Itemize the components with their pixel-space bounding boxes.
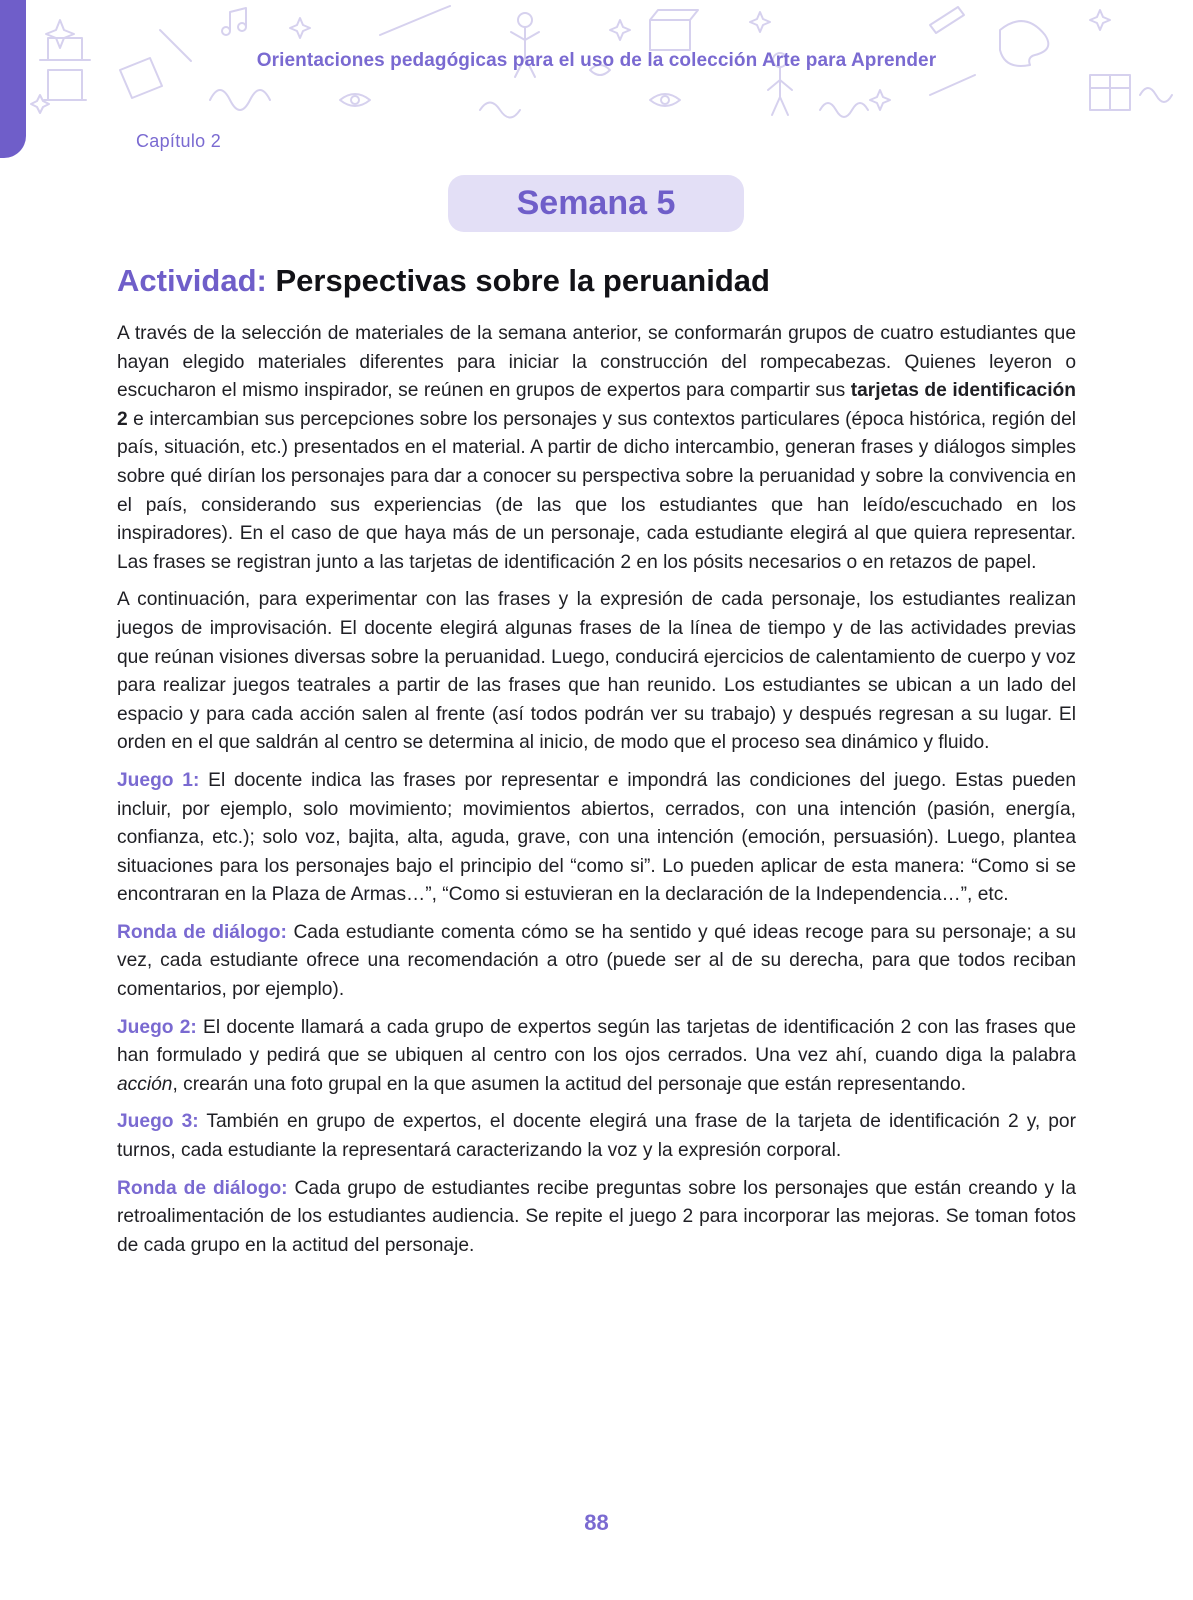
bold-term: tarjetas de identificación 2 [117,380,1076,430]
text-segment: También en grupo de expertos, el docente elegirá una frase de la tarjeta de identificación 2 y, por turnos, cada estudiante la representará caracterizando la voz y la expresión corporal. [117,1111,1076,1162]
chapter-side-tab [0,0,26,158]
italic-term: acción [117,1073,173,1095]
lead-label: Juego 3: [117,1111,199,1133]
chapter-label: Capítulo 2 [136,131,222,151]
lead-label: Ronda de diálogo: [117,1177,288,1199]
running-header: Orientaciones pedagógicas para el uso de la colección Arte para Aprender [256,50,937,71]
week-badge [448,175,744,232]
text-segment: e intercambian sus percepciones sobre los personajes y sus contextos particulares (época histórica, región del país, situación, etc.) presentados en el material. A partir de dicho intercambio, generan frases y diálogos simples sobre qué dirían los personajes para dar a conocer su perspectiva sobre la peruanidad y sobre la convivencia en el país, considerando sus experiencias (de las que los estudiantes que han leído/escuchado en los inspiradores). En el caso de que haya más de un personaje, cada estudiante elegirá al que quiera representar. Las frases se registran junto a las tarjetas de identificación 2 en los pósits necesarios o en retazos de papel. [117,408,1076,573]
activity-heading [117,263,770,299]
paragraph-ronda-2 [117,1175,1076,1261]
paragraph-ronda-1 [117,919,1076,1005]
activity-label: Actividad: [117,263,267,298]
text-segment: , crearán una foto grupal en la que asumen la actitud del personaje que están representando. [172,1073,967,1095]
text-segment: Cada estudiante comenta cómo se ha sentido y qué ideas recoge para su personaje; a su vez, cada estudiante ofrece una recomendación a otro (puede ser al de su derecha, para que todos reciban comentarios, por ejemplo). [117,921,1076,1001]
main-content [117,320,1076,1269]
text-segment: Cada grupo de estudiantes recibe preguntas sobre los personajes que están creando y la retroalimentación de los estudiantes audiencia. Se repite el juego 2 para incorporar las mejoras. Se toman fotos de cada grupo en la actitud del personaje. [117,1177,1076,1256]
paragraph-juego-2 [117,1014,1076,1100]
week-label: Semana 5 [516,184,676,222]
text-segment: A través de la selección de materiales de la semana anterior, se conformarán grupos de cuatro estudiantes que hayan elegido materiales diferentes para iniciar la construcción del rompecabezas. Quienes leyeron o escucharon el mismo inspirador, se reúnen en grupos de expertos para compartir sus [117,323,1076,402]
lead-label: Juego 2: [117,1016,197,1038]
paragraph-juego-1 [117,767,1076,910]
paragraph-improvisation: A continuación, para experimentar con las frases y la expresión de cada personaje, los estudiantes realizan juegos de improvisación. El docente elegirá algunas frases de la línea de tiempo y de las actividades previas que reúnan visiones diversas sobre la peruanidad. Luego, conducirá ejercicios de calentamiento de cuerpo y voz para realizar juegos teatrales a partir de las frases que han reunido. Los estudiantes se ubican a un lado del espacio y para cada acción salen al frente (así todos podrán ver su trabajo) y después regresan a su lugar. El orden en el que saldrán al centro se determina al inicio, de modo que el proceso sea dinámico y fluido. [117,589,1076,754]
paragraph-juego-3 [117,1108,1076,1165]
lead-label: Juego 1: [117,769,200,791]
activity-title: Perspectivas sobre la peruanidad [275,263,770,298]
text-segment: El docente llamará a cada grupo de expertos según las tarjetas de identificación 2 con las frases que han formulado y pedirá que se ubiquen al centro con los ojos cerrados. Una vez ahí, cuando diga la palabra [117,1016,1076,1067]
lead-label: Ronda de diálogo: [117,921,287,943]
text-segment: El docente indica las frases por representar e impondrá las condiciones del juego. Estas pueden incluir, por ejemplo, solo movimiento; movimientos abiertos, cerrados, con una intención (pasión, energía, confianza, etc.); solo voz, bajita, alta, aguda, grave, con una intención (emoción, persuasión). Luego, plantea situaciones para los personajes bajo el principio del “como si”. Lo pueden aplicar de esta manera: “Como si se encontraran en la Plaza de Armas…”, “Como si estuvieran en la declaración de la Independencia…”, etc. [117,769,1076,906]
page-number: 88 [584,1510,609,1535]
paragraph-intro [117,320,1076,577]
